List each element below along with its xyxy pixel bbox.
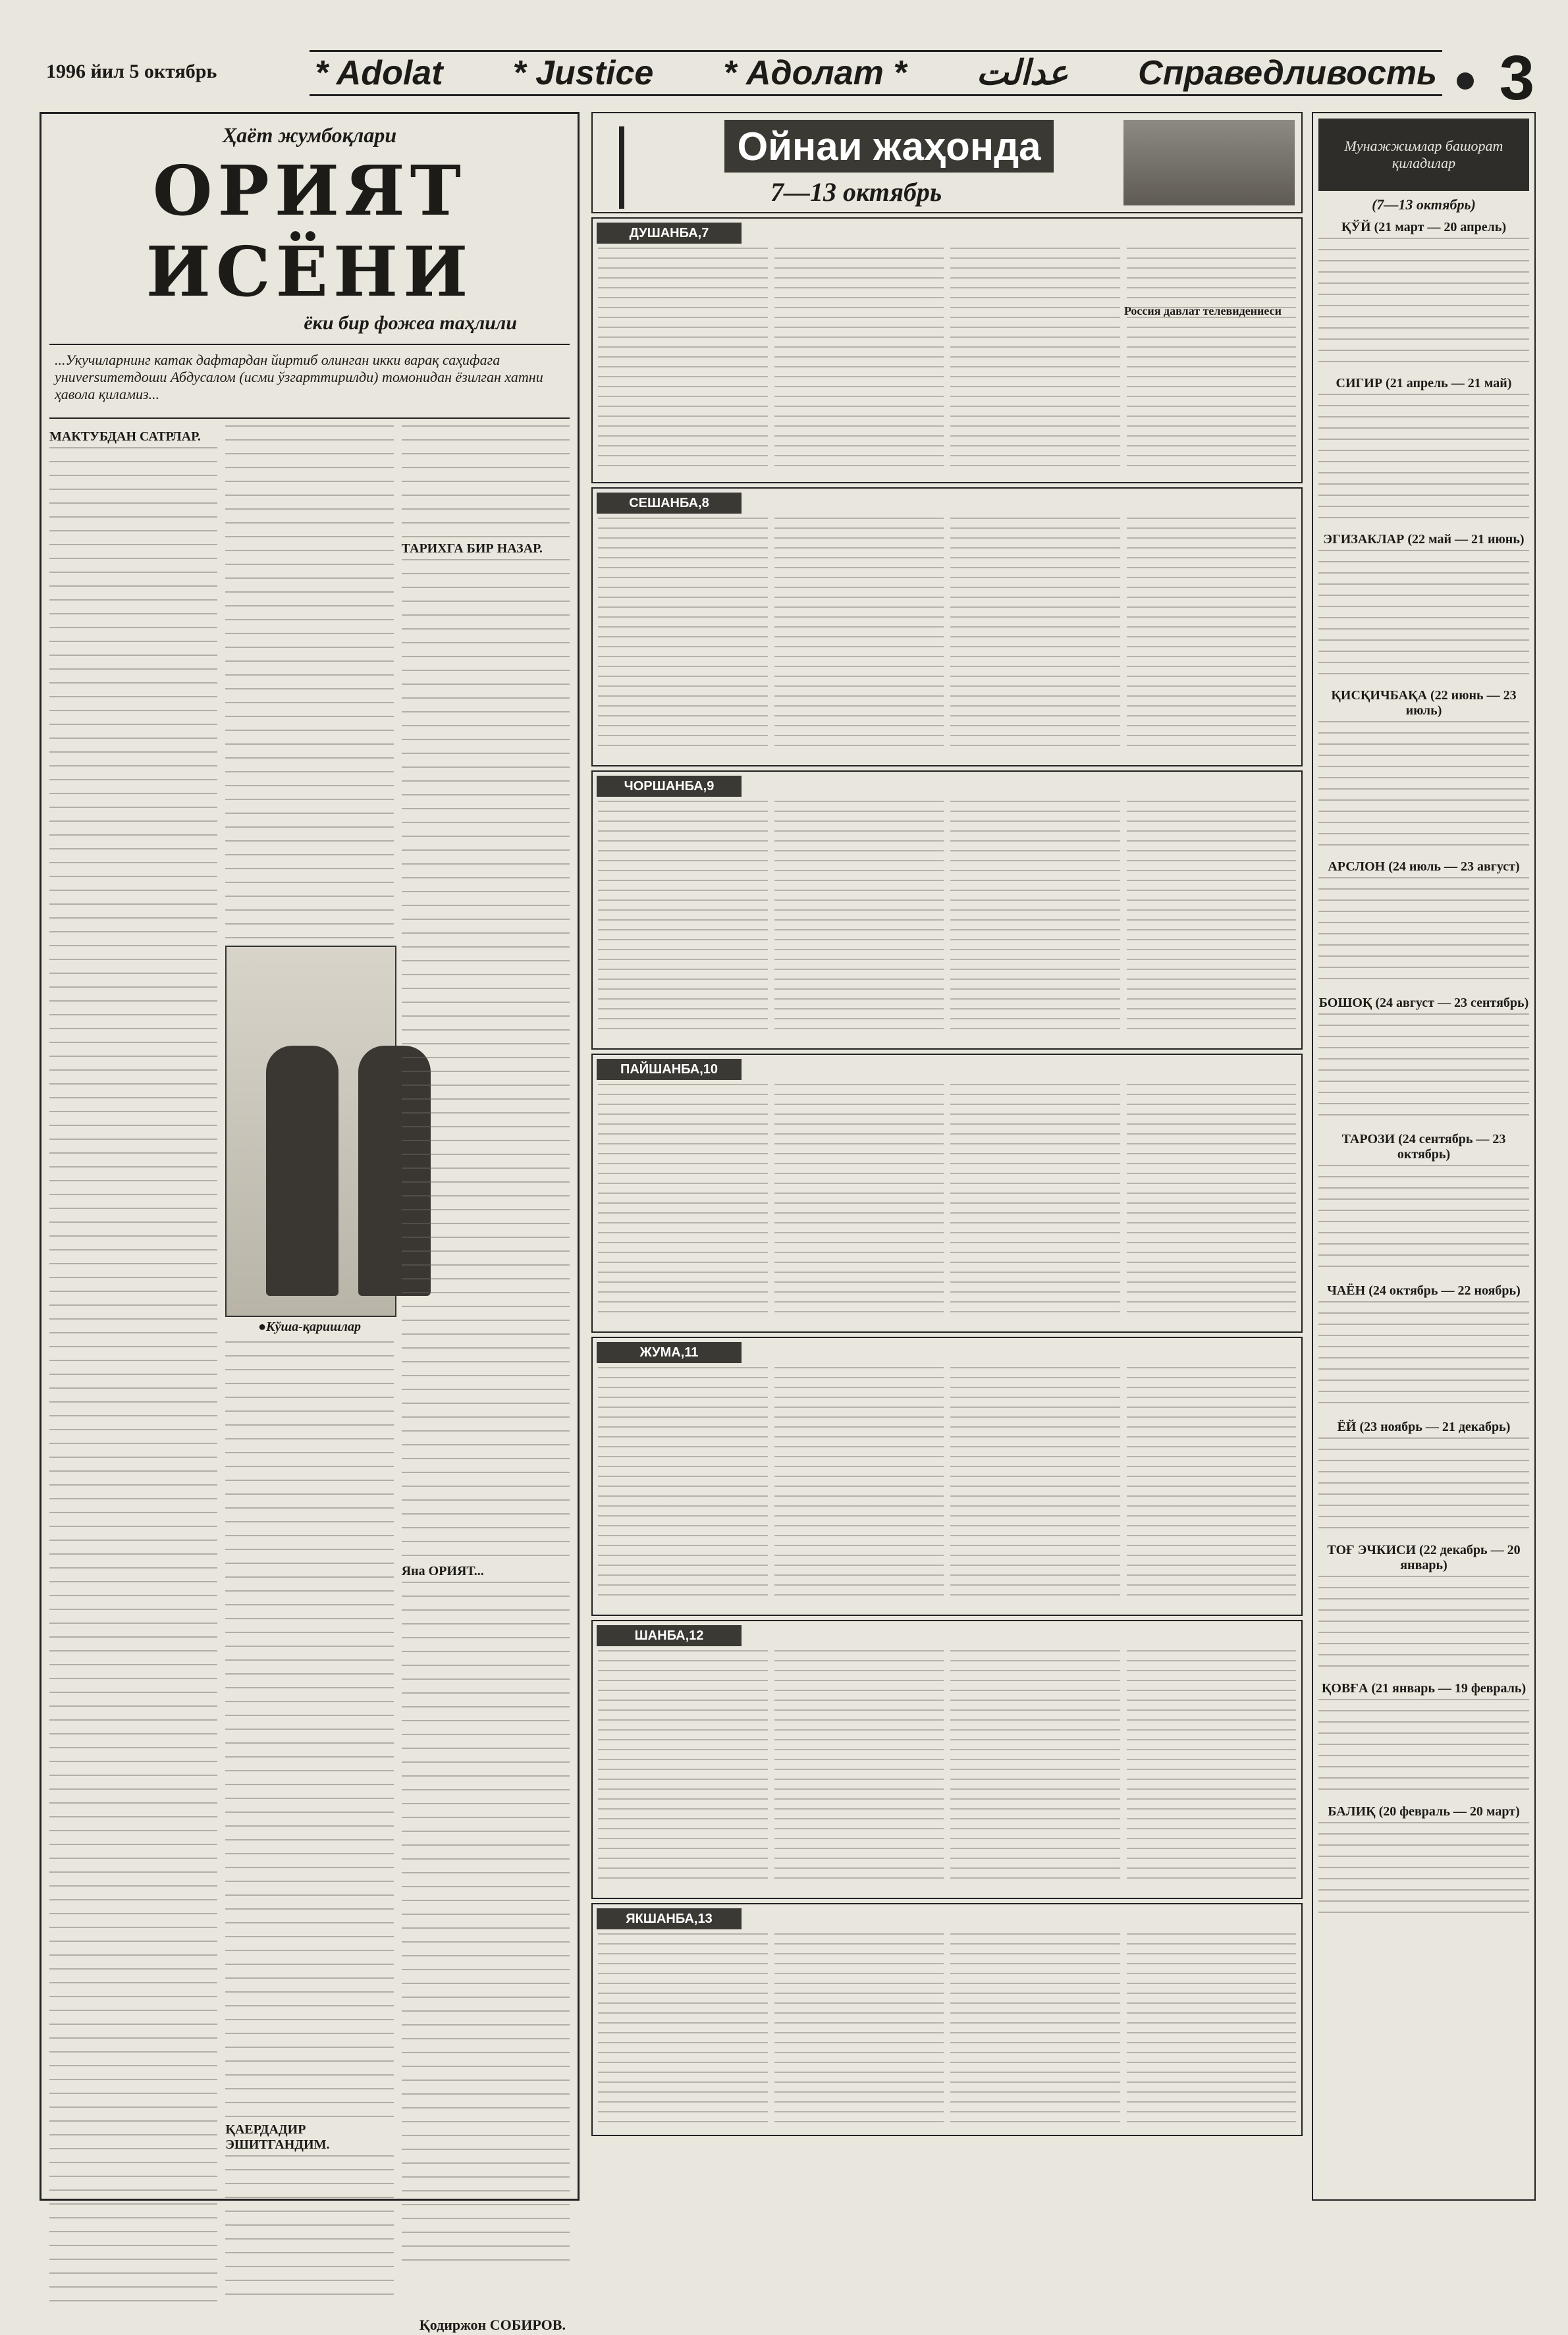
day-label: ШАНБА,12 (597, 1625, 742, 1646)
masthead-spravedlivost: Справедливость (1138, 54, 1437, 92)
day-block-monday (591, 217, 1303, 483)
article-photo (225, 946, 396, 1317)
article-col-1 (49, 425, 217, 2335)
sign-heading: ҚИСҚИЧБАҚА (22 июнь — 23 июль) (1331, 688, 1517, 718)
sign-heading: ЭГИЗАКЛАР (22 май — 21 июнь) (1323, 532, 1525, 547)
sign-heading: ЧАЁН (24 октябрь — 22 ноябрь) (1327, 1283, 1521, 1298)
horoscope-column (1312, 112, 1536, 2201)
day-block-saturday (591, 1620, 1303, 1899)
article-body (49, 425, 570, 2335)
article-kicker: Ҳаёт жумбоқлари (222, 123, 397, 147)
sign-heading: СИГИР (21 апрель — 21 май) (1336, 376, 1512, 390)
day-block-wednesday (591, 770, 1303, 1050)
body-text (225, 1341, 393, 2118)
sign-text (1318, 1822, 1529, 1921)
sign-text (1318, 1576, 1529, 1675)
day-label: ПАЙШАНБА,10 (597, 1059, 742, 1080)
day-block-sunday (591, 1903, 1303, 2136)
article-title: ОРИЯТ ИСЁНИ (146, 150, 473, 312)
sign-text (1318, 1437, 1529, 1536)
page-header (40, 43, 1534, 113)
sign-heading: АРСЛОН (24 июль — 23 август) (1328, 859, 1520, 874)
sign-text (1318, 394, 1529, 525)
tv-photo (1123, 120, 1295, 205)
tv-dates: 7—13 октябрь (770, 177, 942, 207)
article-col-2 (225, 425, 393, 2335)
day-label: ЧОРШАНБА,9 (597, 776, 742, 797)
section-head: МАКТУБДАН САТРЛАР. (49, 429, 201, 444)
program-list (593, 219, 1301, 475)
horoscope-dates: (7—13 октябрь) (1372, 196, 1476, 213)
horoscope-header: Мунажжимлар башорат қиладилар (1318, 119, 1529, 191)
sign-heading: БОШОҚ (24 август — 23 сентябрь) (1318, 996, 1529, 1010)
russia-label: Россия давлат телевидениеси (1123, 304, 1282, 317)
tv-tower-icon (619, 126, 624, 209)
article-column (40, 112, 580, 2333)
tv-title: Ойнаи жаҳонда (724, 120, 1054, 173)
sign-text (1318, 238, 1529, 369)
masthead-adolat-arabic: عدالت (976, 54, 1069, 92)
bullet-dot (1457, 72, 1474, 90)
masthead-adolat-latin: * Adolat (315, 54, 443, 92)
day-block-tuesday (591, 487, 1303, 766)
day-label: ЖУМА,11 (597, 1342, 742, 1363)
section-head: ҚАЕРДАДИР ЭШИТГАНДИМ. (225, 2122, 330, 2152)
body-text (225, 425, 393, 939)
sign-text (1318, 1165, 1529, 1277)
program-list (593, 1055, 1301, 1325)
sign-text (1318, 721, 1529, 853)
section-head: Яна ОРИЯТ... (401, 1564, 484, 1578)
day-block-thursday (591, 1054, 1303, 1333)
sign-heading: БАЛИҚ (20 февраль — 20 март) (1328, 1804, 1520, 1819)
body-text (402, 1582, 570, 2267)
body-text (225, 2155, 393, 2307)
sign-heading: ТОҒ ЭЧКИСИ (22 декабрь — 20 январь) (1327, 1543, 1521, 1572)
program-list (593, 1338, 1301, 1608)
issue-date: 1996 йил 5 октябрь (46, 61, 217, 82)
photo-caption: ●Кўша-қаришлар (257, 1320, 361, 1334)
day-label: ДУШАНБА,7 (597, 223, 742, 244)
sign-text (1318, 877, 1529, 989)
body-text (402, 425, 570, 537)
sign-text (1318, 550, 1529, 682)
day-label: СЕШАНБА,8 (597, 493, 742, 514)
article-author: Қодиржон СОБИРОВ. (419, 2317, 566, 2333)
masthead-adolat-cyrillic: * Адолат * (723, 54, 907, 92)
article-col-3 (402, 425, 570, 2335)
sign-heading: ҚЎЙ (21 март — 20 апрель) (1341, 220, 1507, 234)
sign-heading: ТАРОЗИ (24 сентябрь — 23 октябрь) (1341, 1132, 1506, 1162)
sign-text (1318, 1699, 1529, 1798)
sign-heading: ЁЙ (23 ноябрь — 21 декабрь) (1337, 1420, 1511, 1434)
masthead-justice: * Justice (512, 54, 654, 92)
article-lead: ...Укучиларнинг катак дафтардан йиртиб олинган икки варақ саҳифага униversитетдоши Абдусалом (исми ўзгарттирилди) томонидан ёзилган хатни ҳавола қиламиз... (49, 344, 570, 419)
photo-figure-left (266, 1046, 338, 1296)
sign-heading: ҚОВҒА (21 январь — 19 февраль) (1321, 1681, 1527, 1696)
section-head: ТАРИХГА БИР НАЗАР. (401, 541, 543, 556)
body-text (402, 559, 570, 1560)
body-text (49, 447, 217, 2304)
sign-text (1318, 1013, 1529, 1125)
program-list (593, 1904, 1301, 2128)
sign-text (1318, 1301, 1529, 1413)
masthead (310, 50, 1442, 96)
tv-header (591, 112, 1303, 213)
day-block-friday (591, 1337, 1303, 1616)
day-label: ЯКШАНБА,13 (597, 1908, 742, 1929)
program-list (593, 1621, 1301, 1891)
article-subtitle: ёки бир фожеа таҳлили (304, 312, 517, 334)
program-list (593, 489, 1301, 759)
page-number: 3 (1499, 43, 1534, 113)
tv-schedule (591, 112, 1303, 2201)
program-list (593, 772, 1301, 1042)
